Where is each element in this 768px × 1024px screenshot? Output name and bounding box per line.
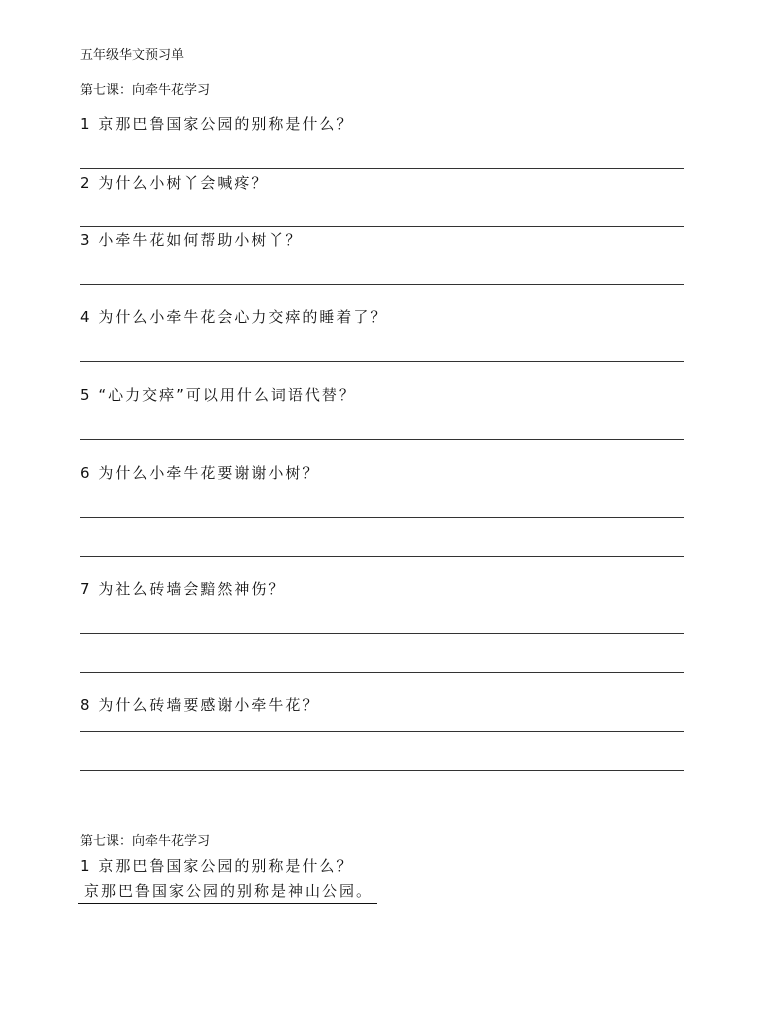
- question-number: 3: [80, 231, 92, 249]
- answer-line: [80, 226, 684, 227]
- question-4: [80, 306, 387, 327]
- question-text: 为什么砖墙要感谢小牵牛花？: [98, 696, 320, 714]
- answer-line: [80, 672, 684, 673]
- answer-line: [80, 168, 684, 169]
- question-5: [80, 384, 356, 405]
- answer-line: [80, 517, 684, 518]
- answer-key-lesson-title: 第七课：向牵牛花学习: [80, 834, 211, 849]
- question-text: 京那巴鲁国家公园的别称是什么？: [98, 115, 354, 133]
- worksheet-title: 五年级华文预习单: [80, 48, 185, 63]
- question-6: [80, 462, 319, 483]
- question-number: 2: [80, 174, 92, 192]
- question-7: [80, 578, 285, 599]
- question-number: 6: [80, 464, 92, 482]
- question-number: 8: [80, 696, 92, 714]
- question-number: 1: [80, 115, 92, 133]
- question-number: 1: [80, 857, 92, 875]
- answer-line: [80, 770, 684, 771]
- question-text: 为社么砖墙会黯然神伤？: [98, 580, 286, 598]
- answer-line: [80, 284, 684, 285]
- question-text: 为什么小牵牛花会心力交瘁的睡着了？: [98, 308, 388, 326]
- answer-line: [80, 556, 684, 557]
- question-3: [80, 229, 302, 250]
- lesson-title: 第七课：向牵牛花学习: [80, 83, 211, 98]
- answer-line: [80, 633, 684, 634]
- answer-key-answer: 京那巴鲁国家公园的别称是神山公园。: [78, 880, 377, 904]
- question-number: 4: [80, 308, 92, 326]
- question-text: “心力交瘁”可以用什么词语代替？: [98, 386, 356, 404]
- answer-line: [80, 731, 684, 732]
- answer-line: [80, 361, 684, 362]
- answer-line: [80, 439, 684, 440]
- question-2: [80, 172, 268, 193]
- question-text: 为什么小树丫会喊疼？: [98, 174, 269, 192]
- question-number: 5: [80, 386, 92, 404]
- question-number: 7: [80, 580, 92, 598]
- question-8: [80, 694, 319, 715]
- question-1: [80, 113, 353, 134]
- question-text: 为什么小牵牛花要谢谢小树？: [98, 464, 320, 482]
- question-text: 小牵牛花如何帮助小树丫？: [98, 231, 303, 249]
- answer-key-question: [80, 855, 353, 876]
- question-text: 京那巴鲁国家公园的别称是什么？: [98, 857, 354, 875]
